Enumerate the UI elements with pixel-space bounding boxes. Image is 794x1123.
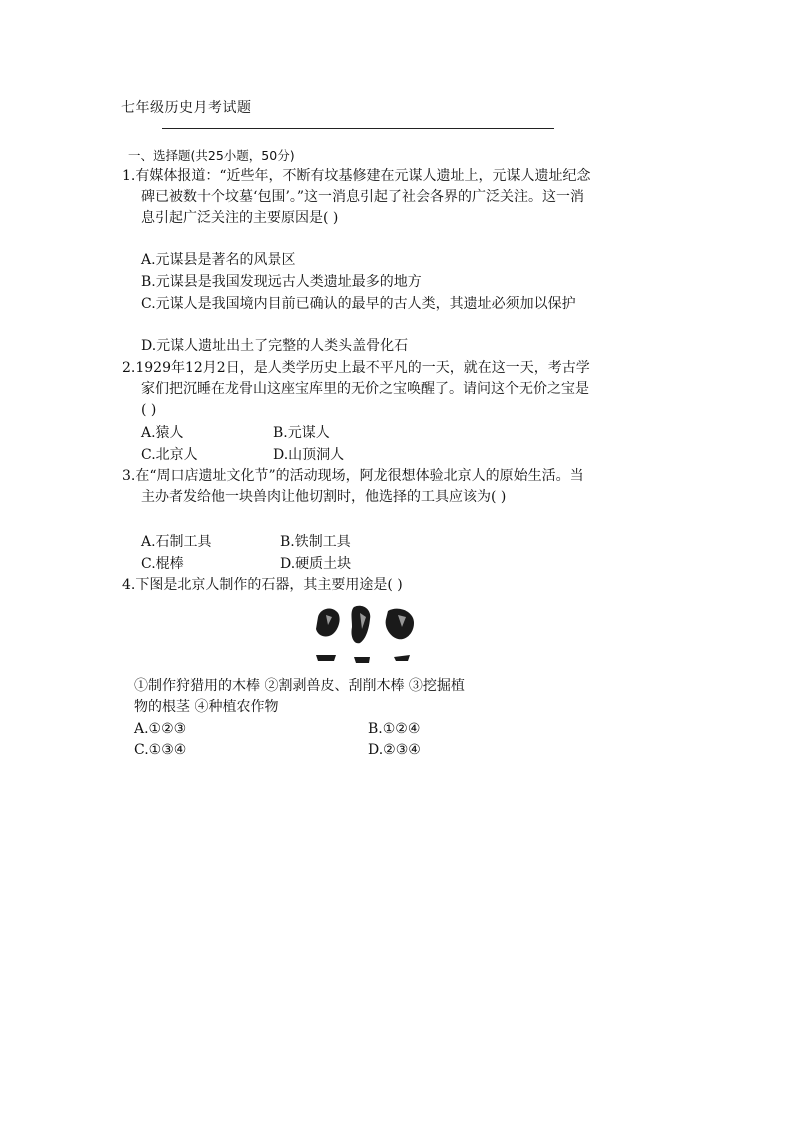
q4-option-a: A.①②③ — [134, 721, 187, 737]
q1-option-c: C.元谋人是我国境内目前已确认的最早的古人类，其遗址必须加以保护 — [141, 296, 576, 312]
q4-statement-line-2: 物的根茎 ④种植农作物 — [134, 699, 279, 715]
stone-tool-3 — [386, 609, 414, 640]
q4-option-d: D.②③④ — [368, 742, 421, 758]
question-2 — [122, 358, 592, 421]
q4-option-b: B.①②④ — [368, 721, 421, 737]
q3-option-d: D.硬质土块 — [280, 556, 352, 572]
q3-option-a: A.石制工具 — [141, 534, 212, 550]
q1-option-d: D.元谋人遗址出土了完整的人类头盖骨化石 — [141, 338, 409, 354]
stone-tool-1-shadow — [316, 655, 336, 661]
question-3-stem: 3.在“周口店遗址文化节”的活动现场，阿龙很想体验北京人的原始生活。当主办者发给他一块兽肉让他切割时，他选择的工具应该为( ) — [122, 468, 584, 505]
q2-option-b: B.元谋人 — [273, 425, 330, 441]
q4-option-c: C.①③④ — [134, 742, 187, 758]
page-title: 七年级历史月考试题 — [121, 100, 252, 116]
q3-option-b: B.铁制工具 — [280, 534, 351, 550]
question-4 — [122, 575, 592, 596]
question-1 — [122, 166, 592, 229]
question-1-stem: 1.有媒体报道：“近些年，不断有坟基修建在元谋人遗址上，元谋人遗址纪念碑已被数十个坟墓‘包围’。”这一消息引起了社会各界的广泛关注。这一消息引起广泛关注的主要原因是( ) — [122, 168, 591, 226]
question-3 — [122, 466, 592, 508]
stone-tool-2 — [351, 606, 370, 644]
section-heading: 一、选择题(共25小题，50分) — [128, 148, 295, 163]
q1-option-a: A.元谋县是著名的风景区 — [141, 252, 296, 268]
q2-option-c: C.北京人 — [141, 447, 198, 463]
question-4-stem: 4.下图是北京人制作的石器，其主要用途是( ) — [122, 577, 403, 593]
stone-tool-3-shadow — [394, 655, 410, 661]
q2-option-d: D.山顶洞人 — [273, 447, 345, 463]
stone-tool-2-shadow — [354, 657, 370, 663]
q1-option-b: B.元谋县是我国发现远古人类遗址最多的地方 — [141, 274, 422, 290]
title-underline — [162, 128, 554, 129]
q3-option-c: C.棍棒 — [141, 556, 184, 572]
q4-statement-line-1: ①制作狩猎用的木棒 ②割剥兽皮、刮削木棒 ③挖掘植 — [134, 678, 465, 694]
stone-tools-image — [314, 603, 418, 665]
q2-option-a: A.猿人 — [141, 425, 184, 441]
question-2-stem: 2.1929年12月2日，是人类学历史上最不平凡的一天，就在这一天，考古学家们把沉睡在龙骨山这座宝库里的无价之宝唤醒了。请问这个无价之宝是( ) — [122, 360, 590, 418]
